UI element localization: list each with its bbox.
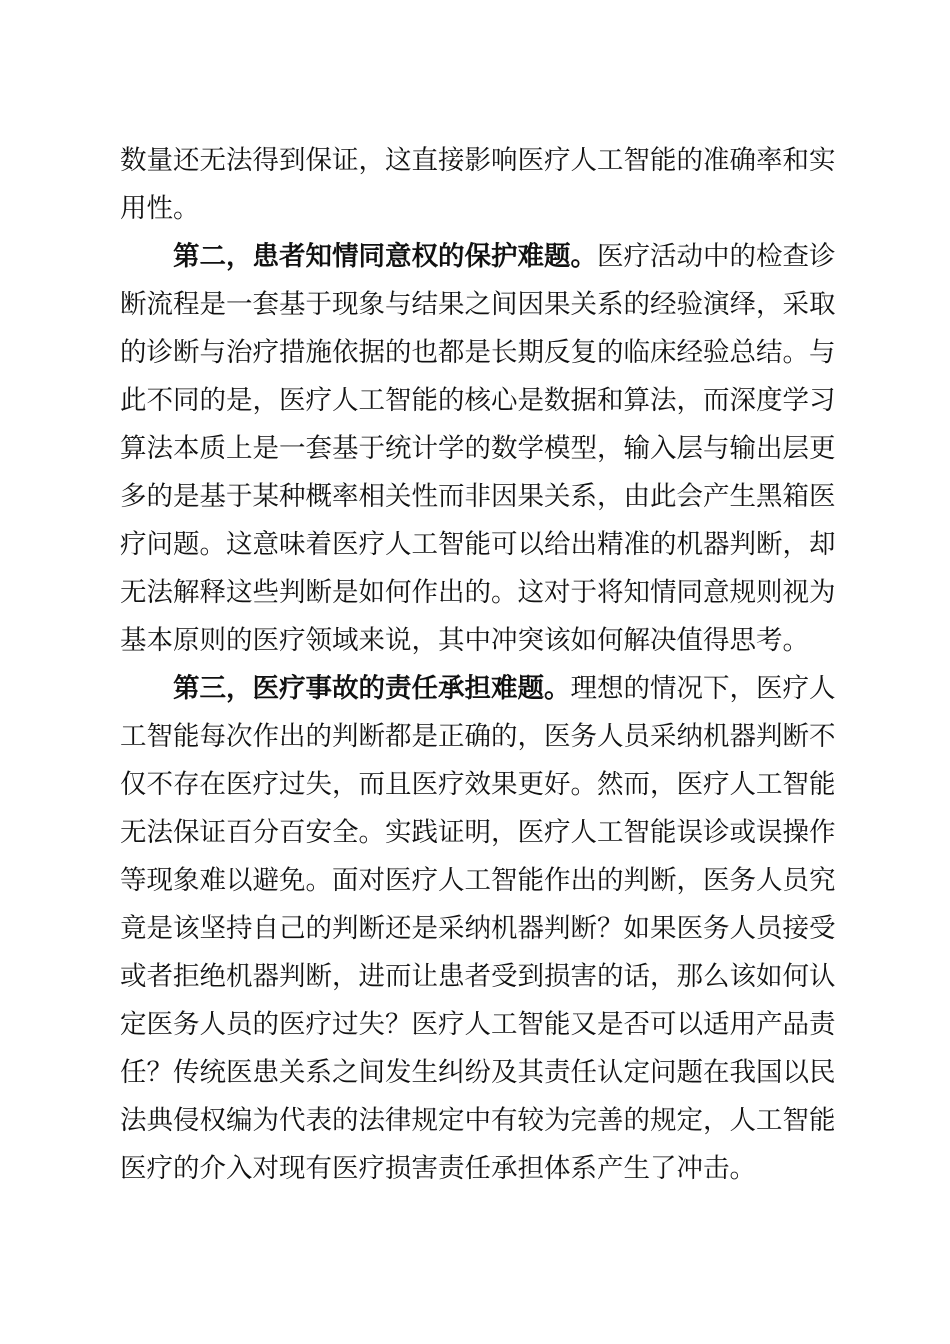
paragraph-3-line-1 — [173, 665, 836, 713]
paragraph-2-line-7: 疗问题。这意味着医疗人工智能可以给出精准的机器判断，却 — [120, 529, 836, 560]
paragraph-3-line-3: 仅不存在医疗过失，而且医疗效果更好。然而，医疗人工智能 — [120, 769, 836, 800]
paragraph-3-line-6: 竟是该坚持自己的判断还是采纳机器判断？如果医务人员接受 — [120, 913, 836, 944]
paragraph-2-line-6: 多的是基于某种概率相关性而非因果关系，由此会产生黑箱医 — [120, 481, 836, 512]
paragraph-3-line-7: 或者拒绝机器判断，进而让患者受到损害的话，那么该如何认 — [120, 961, 836, 992]
paragraph-3-line-8: 定医务人员的医疗过失？医疗人工智能又是否可以适用产品责 — [120, 1009, 836, 1040]
paragraph-2-line-9: 基本原则的医疗领域来说，其中冲突该如何解决值得思考。 — [120, 625, 809, 656]
paragraph-2-line-8: 无法解释这些判断是如何作出的。这对于将知情同意规则视为 — [120, 577, 836, 608]
paragraph-2-line-1-text: 医疗活动中的检查诊 — [597, 241, 836, 272]
paragraph-3-line-11: 医疗的介入对现有医疗损害责任承担体系产生了冲击。 — [120, 1153, 756, 1184]
paragraph-1-line-2: 用性。 — [120, 193, 200, 224]
paragraph-3-line-10: 法典侵权编为代表的法律规定中有较为完善的规定，人工智能 — [120, 1105, 836, 1136]
paragraph-3-line-5: 等现象难以避免。面对医疗人工智能作出的判断，医务人员究 — [120, 865, 836, 896]
paragraph-3-line-9: 任？传统医患关系之间发生纠纷及其责任认定问题在我国以民 — [120, 1057, 836, 1088]
paragraph-3-line-2: 工智能每次作出的判断都是正确的，医务人员采纳机器判断不 — [120, 721, 836, 752]
paragraph-3-line-1-text: 理想的情况下，医疗人 — [570, 673, 836, 704]
paragraph-3-heading: 第三，医疗事故的责任承担难题。 — [173, 673, 571, 704]
paragraph-2-line-5: 算法本质上是一套基于统计学的数学模型，输入层与输出层更 — [120, 433, 836, 464]
paragraph-2-line-1 — [173, 233, 836, 281]
paragraph-2-line-3: 的诊断与治疗措施依据的也都是长期反复的临床经验总结。与 — [120, 337, 836, 368]
paragraph-3-line-4: 无法保证百分百安全。实践证明，医疗人工智能误诊或误操作 — [120, 817, 836, 848]
paragraph-2-heading: 第二，患者知情同意权的保护难题。 — [173, 241, 597, 272]
paragraph-2-line-2: 断流程是一套基于现象与结果之间因果关系的经验演绎，采取 — [120, 289, 836, 320]
paragraph-2-line-4: 此不同的是，医疗人工智能的核心是数据和算法，而深度学习 — [120, 385, 836, 416]
paragraph-1-line-1: 数量还无法得到保证，这直接影响医疗人工智能的准确率和实 — [120, 145, 836, 176]
